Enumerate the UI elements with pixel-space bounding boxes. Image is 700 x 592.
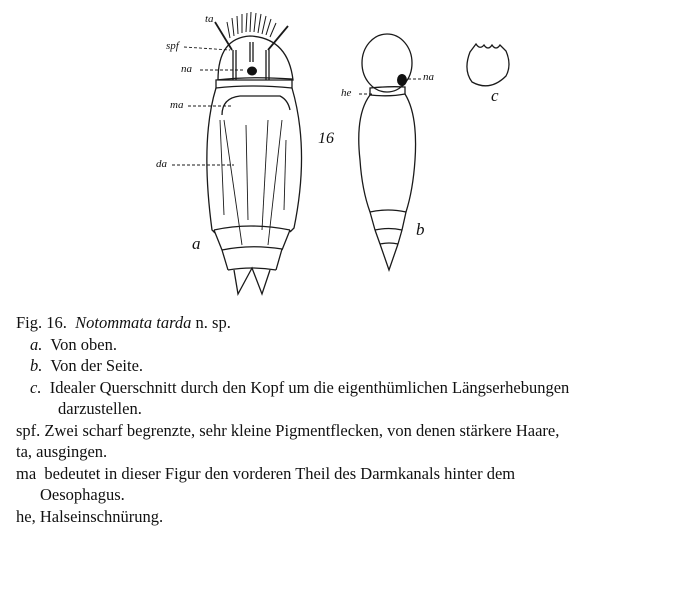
note-spf [16,420,696,442]
annotation-he: he [341,87,352,99]
note-ma-cont: Oesophagus. [40,485,125,504]
note-ta: ta, ausgingen. [16,442,108,461]
item-key: a. [30,334,43,354]
annotation-ma: ma [170,99,184,111]
item-text: Von oben. [50,334,117,354]
note-key: spf. [16,420,41,440]
item-text: Idealer Querschnitt durch den Kopf um die eigenthümlichen Längserhebungen [49,377,570,397]
panel-label-c: c [491,86,499,105]
annotation-ta: ta [205,13,214,25]
item-key: c. [30,377,42,397]
annotation-da: da [156,158,167,170]
note-ma [16,463,696,485]
caption-item-c [16,377,696,399]
annotation-na-a: na [181,63,192,75]
caption-item-a [16,334,696,356]
caption-item-b [16,355,696,377]
item-text: Von der Seite. [50,356,144,375]
panel-label-a: a [192,234,201,253]
panel-a-drawing [207,12,302,294]
caption-item-c-cont: darzustellen. [58,399,142,418]
fig-number: Fig. 16. [16,313,67,332]
species-suffix: n. sp. [195,313,231,332]
note-text: Zwei scharf begrenzte, sehr kleine Pigmentflecken, von denen stärkere Haare, [44,420,560,440]
note-key: ma [16,463,37,483]
panel-label-b: b [416,220,425,239]
note-text: Halseinschnürung. [39,506,164,526]
item-key: b. [30,356,43,375]
annotation-na-b: na [423,71,434,83]
caption-title [16,312,696,334]
note-key: he, [16,506,36,526]
panel-b-drawing [359,34,416,270]
species-name: Notommata tarda [75,313,192,332]
note-he [16,506,696,528]
figure-caption [16,312,696,527]
annotation-spf: spf [166,40,179,52]
panel-c-drawing [467,44,509,86]
note-text: bedeutet in dieser Figur den vorderen Theil des Darmkanals hinter dem [44,463,516,483]
figure-number: 16 [318,130,334,147]
